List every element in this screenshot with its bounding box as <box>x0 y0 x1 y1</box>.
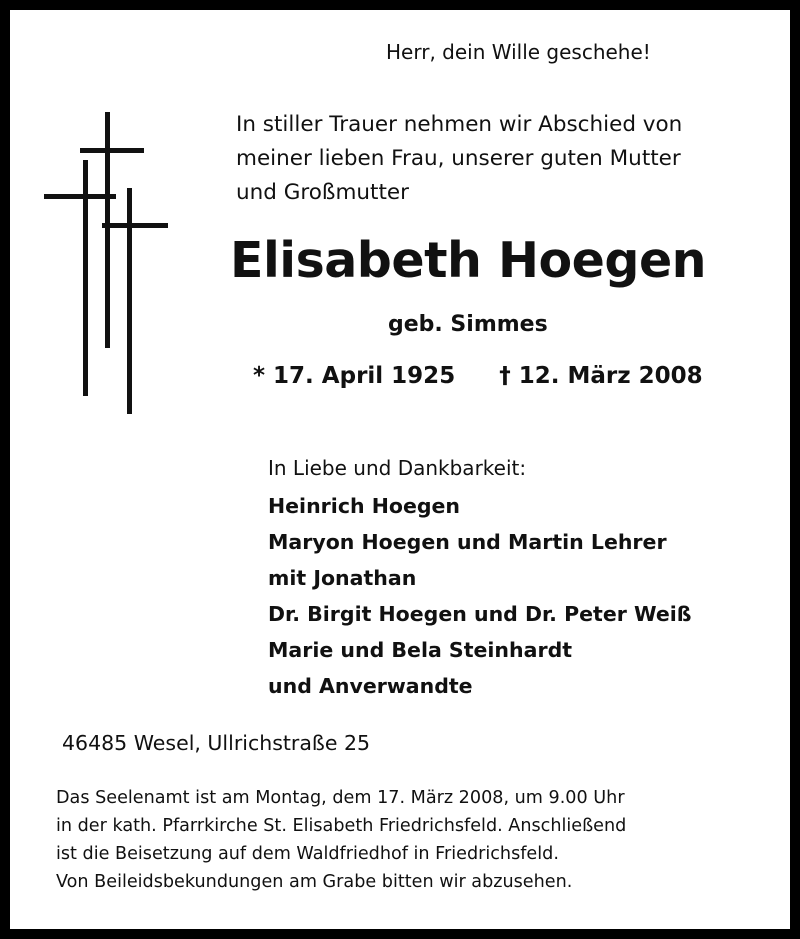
intro-line: In stiller Trauer nehmen wir Abschied von <box>236 112 683 137</box>
intro-text <box>236 108 682 210</box>
death-symbol: † <box>499 363 511 389</box>
maiden-name: geb. Simmes <box>388 312 548 337</box>
thanks-label: In Liebe und Dankbarkeit: <box>268 456 527 480</box>
mourner: Maryon Hoegen und Martin Lehrer <box>268 530 667 554</box>
birth-date: 17. April 1925 <box>273 363 456 389</box>
mourner: Marie und Bela Steinhardt <box>268 638 573 662</box>
service-line: ist die Beisetzung auf dem Waldfriedhof in Friedrichsfeld. <box>56 844 559 864</box>
intro-line: meiner lieben Frau, unserer guten Mutter <box>236 146 681 171</box>
mourner: Heinrich Hoegen <box>268 494 461 518</box>
death-date: 12. März 2008 <box>518 363 703 389</box>
deceased-name: Elisabeth Hoegen <box>230 232 707 289</box>
life-dates <box>253 363 703 389</box>
mourner: und Anverwandte <box>268 674 473 698</box>
intro-line: und Großmutter <box>236 180 409 205</box>
mourner: Dr. Birgit Hoegen und Dr. Peter Weiß <box>268 602 692 626</box>
three-crosses-icon <box>42 102 172 416</box>
mourners-list <box>268 488 692 704</box>
service-line: Das Seelenamt ist am Montag, dem 17. März 2008, um 9.00 Uhr <box>56 788 625 808</box>
service-line: Von Beileidsbekundungen am Grabe bitten wir abzusehen. <box>56 872 573 892</box>
family-address: 46485 Wesel, Ullrichstraße 25 <box>62 731 371 755</box>
service-line: in der kath. Pfarrkirche St. Elisabeth Friedrichsfeld. Anschließend <box>56 816 627 836</box>
service-info <box>56 784 626 896</box>
birth-symbol: * <box>253 363 266 389</box>
mourner: mit Jonathan <box>268 566 417 590</box>
motto: Herr, dein Wille geschehe! <box>386 40 651 64</box>
